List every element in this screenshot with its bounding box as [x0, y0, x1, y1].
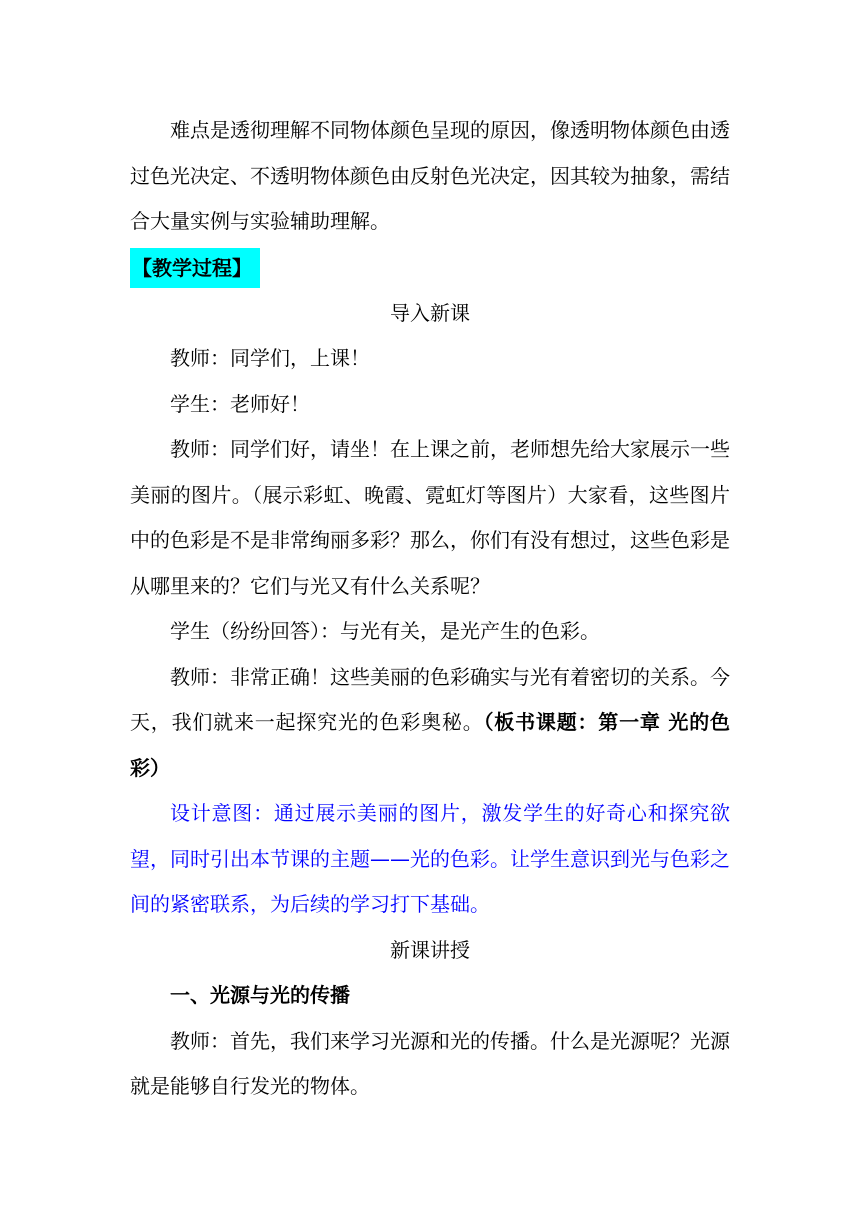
intro-section-title: 导入新课	[390, 300, 470, 325]
document-body	[130, 108, 730, 1110]
teacher-line-1: 教师：同学们，上课！	[170, 346, 370, 370]
section-1-heading: 一、光源与光的传播	[170, 983, 350, 1007]
design-intent-paragraph: 设计意图：通过展示美丽的图片，激发学生的好奇心和探究欲望，同时引出本节课的主题——光的色彩。让学生意识到光与色彩之间的紧密联系，为后续的学习打下基础。	[130, 801, 730, 916]
teacher-line-3	[130, 655, 730, 792]
teacher-line-2: 教师：同学们好，请坐！在上课之前，老师想先给大家展示一些美丽的图片。（展示彩虹、晚霞、霓虹灯等图片）大家看，这些图片中的色彩是不是非常绚丽多彩？那么，你们有没有想过，这些色彩是从哪里来的？它们与光又有什么关系呢？	[130, 437, 730, 598]
difficulty-paragraph: 难点是透彻理解不同物体颜色呈现的原因，像透明物体颜色由透过色光决定、不透明物体颜色由反射色光决定，因其较为抽象，需结合大量实例与实验辅助理解。	[130, 118, 730, 233]
student-line-1: 学生：老师好！	[170, 391, 310, 416]
teacher-line-4: 教师：首先，我们来学习光源和光的传播。什么是光源呢？光源就是能够自行发光的物体。	[130, 1028, 730, 1098]
student-line-2: 学生（纷纷回答）：与光有关，是光产生的色彩。	[170, 619, 600, 643]
teaching-process-label-row	[130, 248, 730, 288]
teacher-line-3-text: 教师：非常正确！这些美丽的色彩确实与光有着密切的关系。今天，我们就来一起探究光的色彩奥秘。	[130, 664, 730, 734]
teaching-process-label: 【教学过程】	[130, 248, 260, 288]
board-topic-note: （板书课题：第一章 光的色彩）	[130, 710, 731, 780]
new-lesson-section-title: 新课讲授	[390, 937, 470, 962]
